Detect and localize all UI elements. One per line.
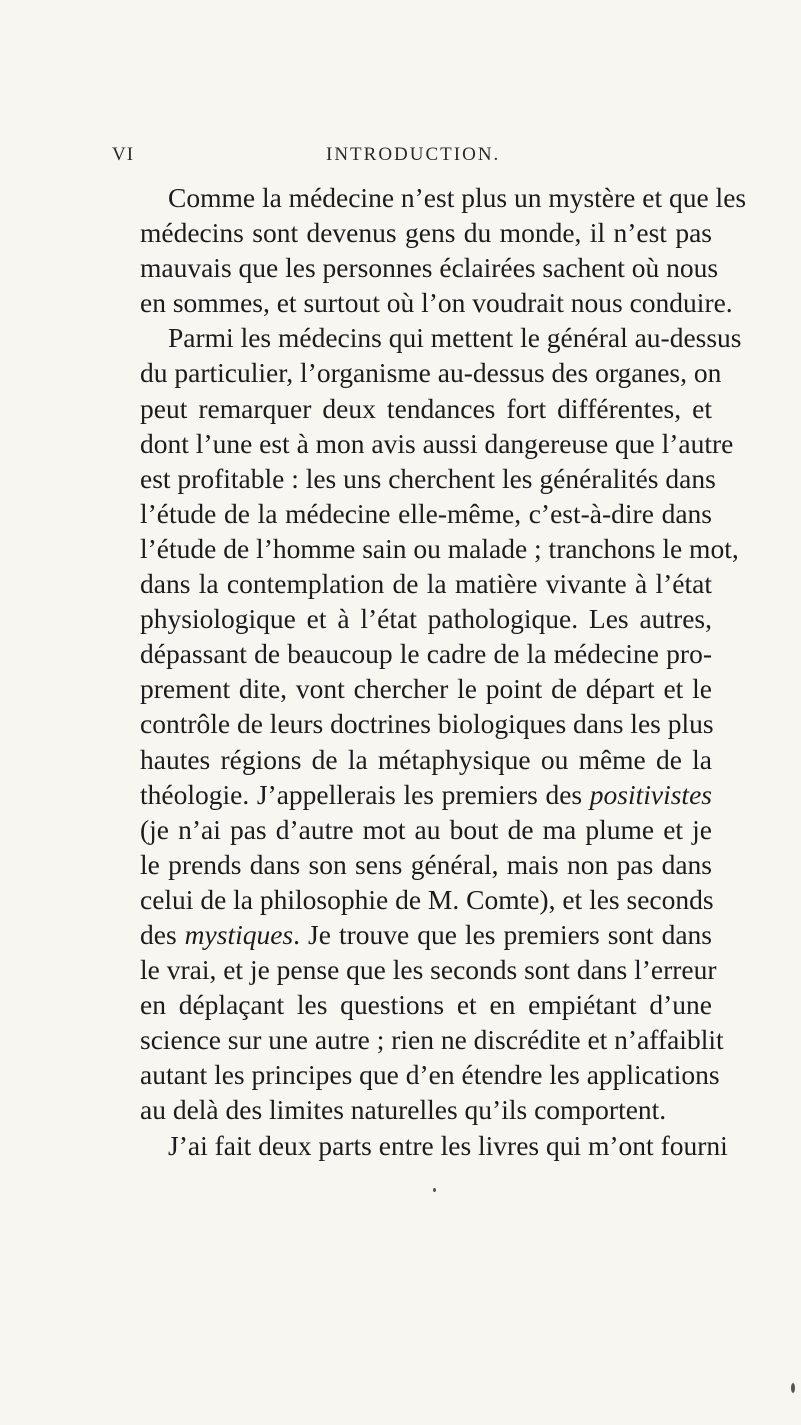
italic-term: positivistes	[589, 778, 712, 810]
text-line: Parmi les médecins qui mettent le général au-dessus	[168, 322, 742, 354]
text-segment: théologie. J’appellerais les premiers des	[140, 778, 590, 810]
text-line: hautes régions de la métaphysique ou même de la	[140, 743, 712, 775]
text-line	[140, 777, 712, 812]
text-line: est profitable : les uns cherchent les généralités dans	[140, 462, 716, 494]
body-text	[140, 180, 747, 1163]
print-speck	[433, 1188, 436, 1192]
text-line: (je n’ai pas d’autre mot au bout de ma plume et je	[140, 813, 712, 845]
text-line	[140, 917, 712, 952]
text-line: mauvais que les personnes éclairées sachent où nous	[140, 252, 719, 284]
text-line: du particulier, l’organisme au-dessus des organes, on	[140, 357, 722, 389]
text-line: Comme la médecine n’est plus un mystère et que les	[168, 182, 747, 213]
text-line: l’étude de la médecine elle-même, c’est-à-dire dans	[140, 497, 712, 529]
print-speck	[791, 1383, 795, 1393]
page-number: VI	[112, 144, 135, 165]
text-line: en déplaçant les questions et en empiétant d’une	[140, 989, 712, 1021]
text-line: au delà des limites naturelles qu’ils comportent.	[140, 1094, 667, 1126]
text-line: science sur une autre ; rien ne discrédite et n’affaiblit	[140, 1024, 724, 1056]
text-line: en sommes, et surtout où l’on voudrait nous conduire.	[140, 287, 733, 319]
text-line: le prends dans son sens général, mais non pas dans	[140, 848, 712, 880]
text-line: dans la contemplation de la matière vivante à l’état	[140, 568, 712, 600]
page-header	[112, 144, 732, 174]
text-line: le vrai, et je pense que les seconds sont dans l’erreur	[140, 954, 717, 986]
text-line: dont l’une est à mon avis aussi dangereuse que l’autre	[140, 427, 734, 459]
text-line: prement dite, vont chercher le point de départ et le	[140, 673, 712, 705]
text-line: celui de la philosophie de M. Comte), et les seconds	[140, 883, 714, 915]
text-line: J’ai fait deux parts entre les livres qui m’ont fourni	[168, 1129, 728, 1161]
italic-term: mystiques	[184, 918, 294, 950]
text-line: dépassant de beaucoup le cadre de la médecine pro-	[140, 638, 712, 670]
text-line: physiologique et à l’état pathologique. Les autres,	[140, 603, 712, 635]
text-line: l’étude de l’homme sain ou malade ; tranchons le mot,	[140, 532, 739, 564]
text-segment: . Je trouve que les premiers sont dans	[293, 918, 712, 950]
text-line: peut remarquer deux tendances fort différentes, et	[140, 392, 712, 424]
text-line: autant les principes que d’en étendre les applications	[140, 1059, 720, 1091]
text-line: médecins sont devenus gens du monde, il n’est pas	[140, 217, 712, 249]
text-segment: des	[140, 918, 185, 950]
running-title: INTRODUCTION.	[326, 144, 501, 165]
text-line: contrôle de leurs doctrines biologiques dans les plus	[140, 708, 714, 740]
